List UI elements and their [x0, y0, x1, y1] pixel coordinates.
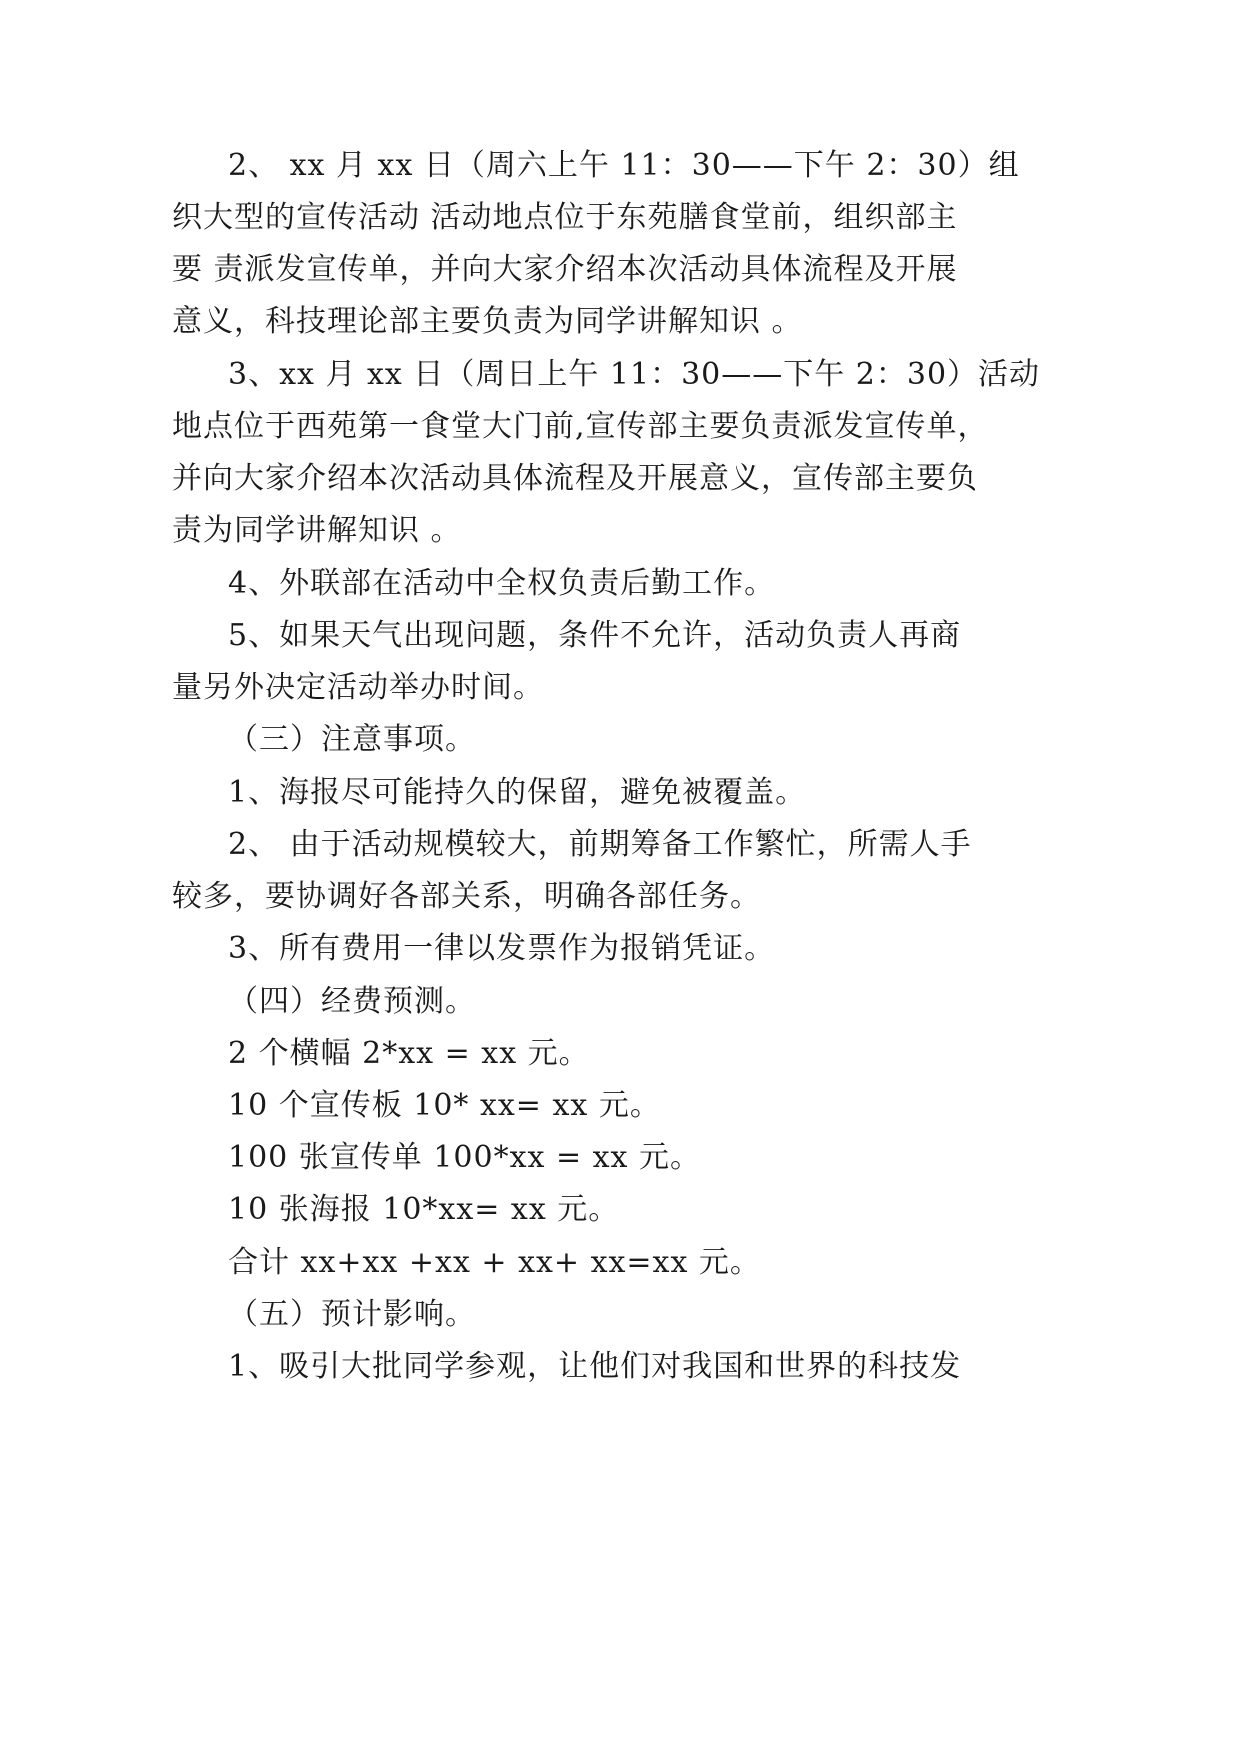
text-line: 较多，要协调好各部关系，明确各部任务。 — [172, 879, 761, 914]
text-line: 10 张海报 10*xx= xx 元。 — [228, 1192, 620, 1227]
text-line: 2 个横幅 2*xx = xx 元。 — [228, 1036, 590, 1071]
text-line: 织大型的宣传活动 活动地点位于东苑膳食堂前，组织部主 — [172, 200, 958, 235]
text-line: 2、 由于活动规模较大，前期筹备工作繁忙，所需人手 — [228, 827, 972, 862]
text-line: 1、海报尽可能持久的保留，避免被覆盖。 — [228, 775, 807, 810]
text-line: 合计 xx+xx +xx + xx+ xx=xx 元。 — [228, 1245, 761, 1280]
text-line: 意义，科技理论部主要负责为同学讲解知识 。 — [172, 304, 803, 339]
text-line: 要 责派发宣传单，并向大家介绍本次活动具体流程及开展 — [172, 252, 958, 287]
text-line: 并向大家介绍本次活动具体流程及开展意义，宣传部主要负 — [172, 461, 978, 496]
section-heading: （三）注意事项。 — [228, 722, 476, 757]
text-line: 4、外联部在活动中全权负责后勤工作。 — [228, 566, 776, 601]
text-line: 地点位于西苑第一食堂大门前,宣传部主要负责派发宣传单， — [172, 409, 989, 444]
section-heading: （四）经费预测。 — [228, 984, 476, 1019]
text-line: 1、吸引大批同学参观，让他们对我国和世界的科技发 — [228, 1349, 962, 1384]
text-line: 2、 xx 月 xx 日（周六上午 11：30——下午 2：30）组 — [228, 148, 1020, 183]
text-line: 3、xx 月 xx 日（周日上午 11：30——下午 2：30）活动 — [228, 357, 1041, 392]
text-line: 100 张宣传单 100*xx = xx 元。 — [228, 1140, 702, 1175]
text-line: 5、如果天气出现问题，条件不允许，活动负责人再商 — [228, 618, 962, 653]
text-line: 责为同学讲解知识 。 — [172, 513, 462, 548]
text-line: 量另外决定活动举办时间。 — [172, 670, 544, 705]
text-line: 3、所有费用一律以发票作为报销凭证。 — [228, 931, 776, 966]
text-line: 10 个宣传板 10* xx= xx 元。 — [228, 1088, 661, 1123]
section-heading: （五）预计影响。 — [228, 1297, 476, 1332]
